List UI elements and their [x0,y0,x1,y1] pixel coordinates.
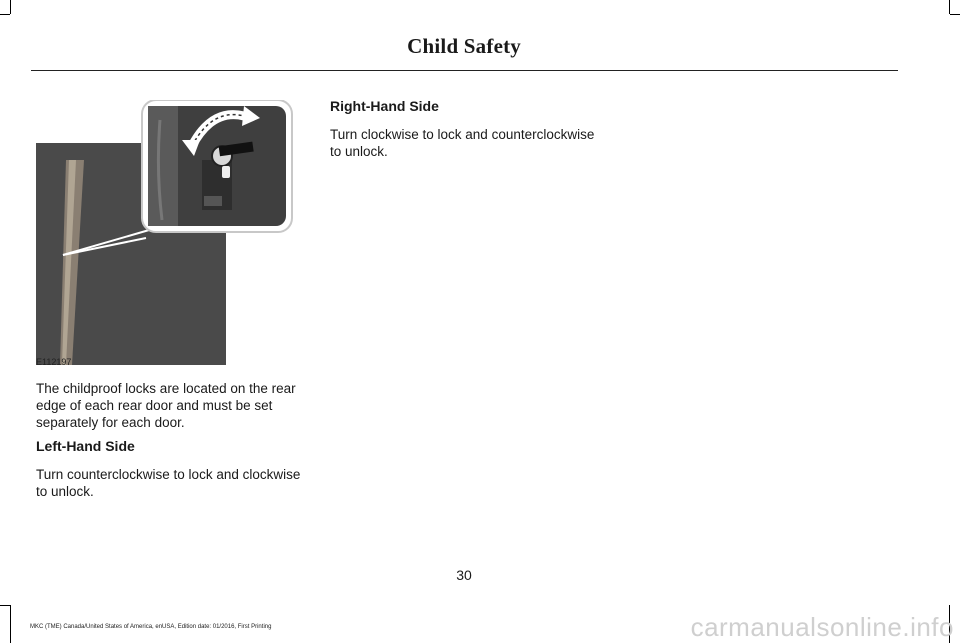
crop-mark [0,14,10,15]
page-number: 30 [456,567,472,583]
right-hand-side-heading: Right-Hand Side [330,98,439,114]
zoom-callout [142,100,292,232]
crop-mark [950,14,960,15]
childproof-lock-illustration [36,100,296,368]
page-title: Child Safety [407,34,521,58]
crop-mark [949,0,950,14]
crop-mark [10,605,11,643]
figure-label: E112197 [36,357,72,367]
footer-edition: MKC (TME) Canada/United States of America, enUSA, Edition date: 01/2016, First Printing [30,624,272,630]
intro-paragraph: The childproof locks are located on the rear edge of each rear door and must be set separately for each door. [36,381,296,430]
left-hand-side-instruction: Turn counterclockwise to lock and clockwise to unlock. [36,467,301,499]
crop-mark [0,605,10,606]
right-hand-side-instruction: Turn clockwise to lock and counterclockwise to unlock. [330,127,595,159]
crop-mark [10,0,11,14]
left-hand-side-heading: Left-Hand Side [36,438,135,454]
lock-icon [222,166,230,178]
header-rule [31,70,898,71]
watermark-text: carmanualsonline.info [690,612,954,642]
